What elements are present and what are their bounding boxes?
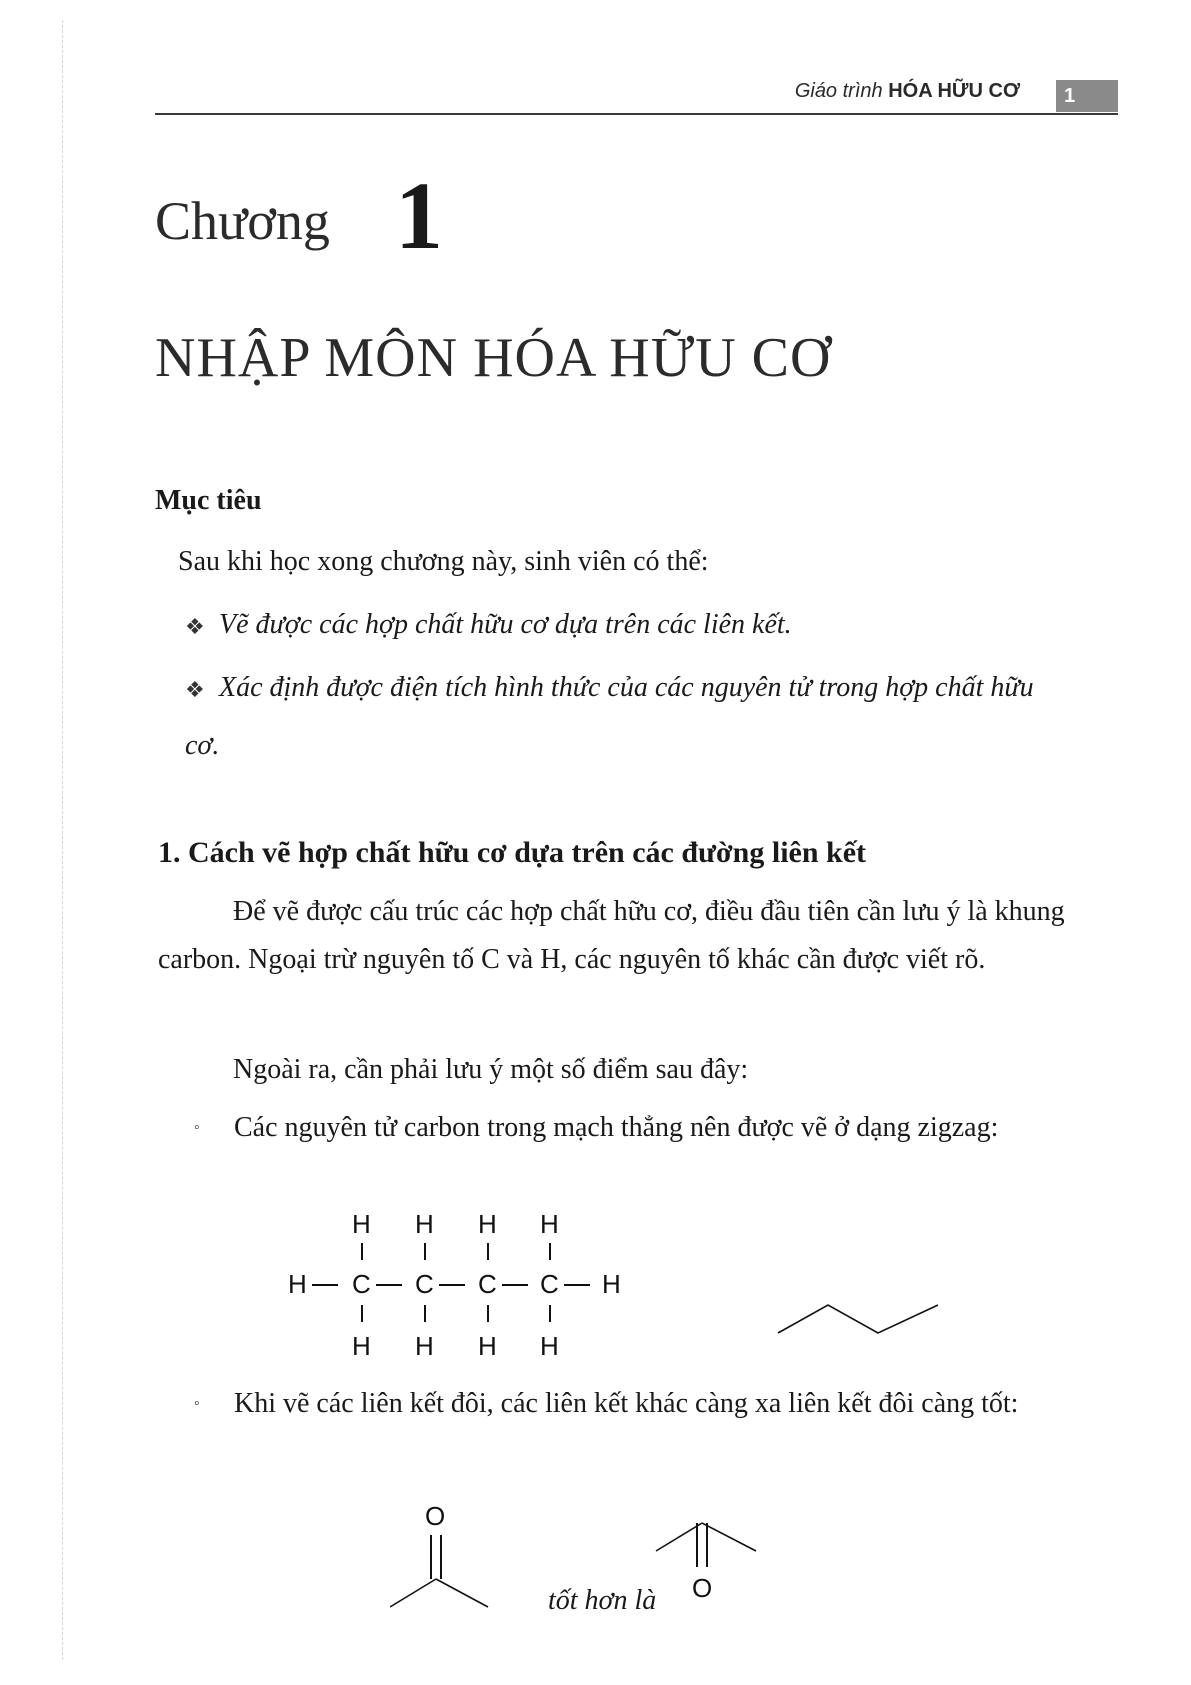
- butane-full-formula: [288, 1209, 621, 1361]
- paragraph: Để vẽ được cấu trúc các hợp chất hữu cơ, điều đầu tiên cần lưu ý là khung carbon. Ngoại trừ nguyên tố C và H, các nguyên tố khác cần được viết rõ.: [158, 896, 1065, 975]
- chapter-title: NHẬP MÔN HÓA HỮU CƠ: [155, 327, 832, 389]
- binding-edge: [62, 20, 91, 1660]
- atom-c: C: [540, 1269, 559, 1299]
- atom-h: H: [540, 1209, 559, 1239]
- bond-line: [656, 1523, 702, 1551]
- atom-c: C: [415, 1269, 434, 1299]
- bond-line: [702, 1523, 756, 1551]
- bullet-text: Các nguyên tử carbon trong mạch thẳng nên được vẽ ở dạng zigzag:: [234, 1112, 999, 1143]
- circle-bullet-icon: ◦: [194, 1395, 200, 1412]
- atom-h: H: [415, 1209, 434, 1239]
- bullet-text: Khi vẽ các liên kết đôi, các liên kết khác càng xa liên kết đôi càng tốt:: [234, 1388, 1019, 1419]
- diamond-bullet-icon: ❖: [185, 676, 205, 702]
- atom-h: H: [415, 1331, 434, 1361]
- atom-h: H: [478, 1209, 497, 1239]
- atom-h: H: [602, 1269, 621, 1299]
- bond-line: [436, 1579, 488, 1607]
- objective-item: [185, 660, 1065, 774]
- atom-h: H: [352, 1331, 371, 1361]
- running-title-bold: HÓA HỮU CƠ: [888, 80, 1020, 102]
- atom-c: C: [478, 1269, 497, 1299]
- bullet-item: [194, 1104, 1064, 1152]
- atom-h: H: [540, 1331, 559, 1361]
- circle-bullet-icon: ◦: [194, 1119, 200, 1136]
- atom-c: C: [352, 1269, 371, 1299]
- page-number: 1: [1064, 84, 1076, 107]
- chapter-number: 1: [395, 162, 443, 269]
- objectives-heading: Mục tiêu: [155, 485, 262, 516]
- running-head: [760, 80, 1020, 103]
- bond-line: [390, 1579, 436, 1607]
- butane-skeletal-zigzag: [778, 1305, 938, 1333]
- atom-o: O: [692, 1573, 713, 1603]
- page-number-badge: [1056, 80, 1118, 112]
- atom-h: H: [288, 1269, 307, 1299]
- objective-item: [185, 597, 1065, 655]
- ketone-worse-drawing: [656, 1523, 756, 1603]
- comparison-caption: tốt hơn là: [548, 1585, 657, 1616]
- chapter-label: Chương: [155, 191, 330, 251]
- bullet-item: [194, 1380, 1064, 1428]
- ketone-preferred-drawing: [390, 1501, 488, 1607]
- running-title-italic: Giáo trình: [794, 80, 883, 102]
- diamond-bullet-icon: ❖: [185, 613, 205, 639]
- header-rule: [155, 113, 1118, 115]
- atom-o: O: [425, 1501, 446, 1531]
- paragraph: Ngoài ra, cần phải lưu ý một số điểm sau đây:: [233, 1054, 749, 1085]
- objectives-intro: Sau khi học xong chương này, sinh viên có thể:: [178, 546, 709, 577]
- butane-structure-figure: [280, 1205, 980, 1375]
- objective-text: Vẽ được các hợp chất hữu cơ dựa trên các liên kết.: [219, 609, 792, 640]
- objective-text: Xác định được điện tích hình thức của các nguyên tử trong hợp chất hữu cơ.: [185, 672, 1034, 761]
- section-heading: 1. Cách vẽ hợp chất hữu cơ dựa trên các đường liên kết: [158, 836, 867, 869]
- atom-h: H: [352, 1209, 371, 1239]
- atom-h: H: [478, 1331, 497, 1361]
